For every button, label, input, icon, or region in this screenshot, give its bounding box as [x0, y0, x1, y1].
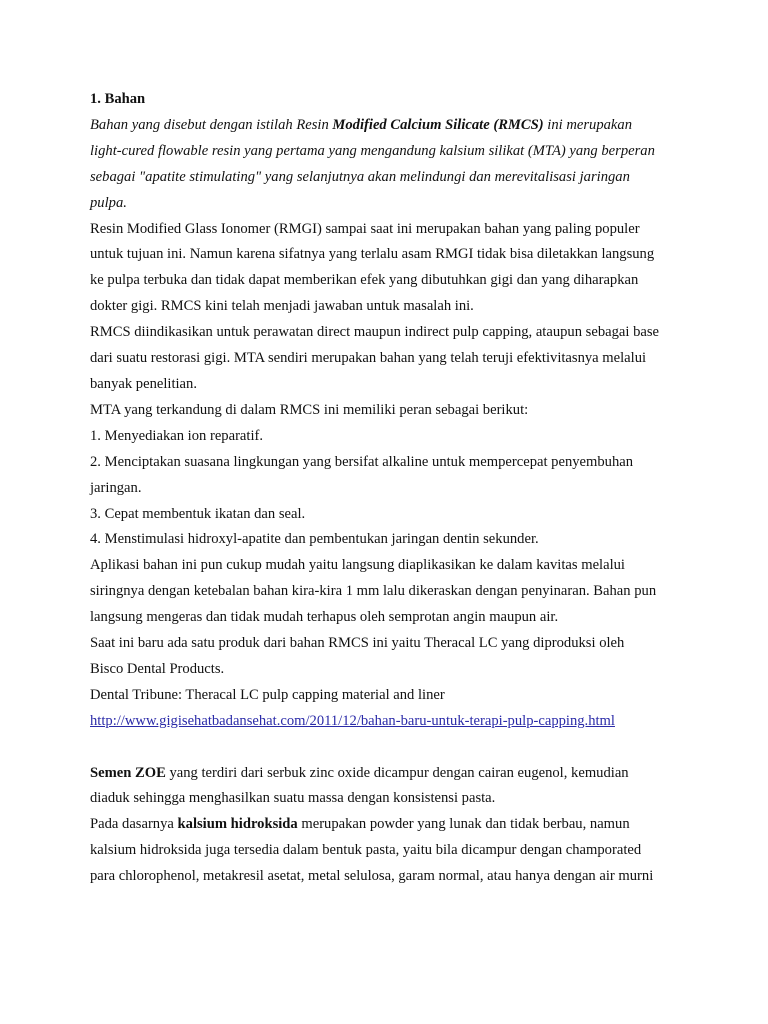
list-item-continuation: jaringan.	[90, 479, 142, 496]
application-line-2: siringnya dengan ketebalan bahan kira-kira 1 mm lalu dikeraskan dengan penyinaran. Bahan pun	[90, 583, 657, 600]
product-line-2: Bisco Dental Products.	[90, 660, 225, 677]
calcium-line-1-post: merupakan powder yang lunak dan tidak berbau, namun	[297, 816, 630, 833]
application-line-1: Aplikasi bahan ini pun cukup mudah yaitu langsung diaplikasikan ke dalam kavitas melalui	[90, 557, 625, 574]
zoe-paragraph	[90, 761, 690, 813]
application-paragraph	[90, 553, 690, 631]
intro-line-2: light-cured flowable resin yang pertama yang mengandung kalsium silikat (MTA) yang berperan	[90, 142, 655, 159]
intro-line-3: sebagai "apatite stimulating" yang selanjutnya akan melindungi dan merevitalisasi jaringan	[90, 168, 630, 185]
rmgi-paragraph	[90, 217, 690, 321]
calcium-term: kalsium hidroksida	[177, 816, 298, 833]
source-citation: Dental Tribune: Theracal LC pulp capping material and liner	[90, 686, 445, 703]
list-item: 2. Menciptakan suasana lingkungan yang bersifat alkaline untuk mempercepat penyembuhan	[90, 453, 634, 470]
product-paragraph	[90, 631, 690, 735]
calcium-line-1	[90, 812, 690, 838]
product-line-1: Saat ini baru ada satu produk dari bahan RMCS ini yaitu Theracal LC yang diproduksi oleh	[90, 635, 625, 652]
list-item: 1. Menyediakan ion reparatif.	[90, 427, 264, 444]
roles-list	[90, 398, 690, 553]
calcium-line-2: kalsium hidroksida juga tersedia dalam bentuk pasta, yaitu bila dicampur dengan champorated	[90, 842, 642, 859]
indication-line-2: dari suatu restorasi gigi. MTA sendiri merupakan bahan yang telah teruji efektivitasnya melalui	[90, 350, 647, 367]
indication-paragraph	[90, 320, 690, 398]
rmcs-term: Modified Calcium Silicate (RMCS)	[332, 116, 544, 133]
intro-line-4: pulpa.	[90, 194, 127, 211]
zoe-line-2: diaduk sehingga menghasilkan suatu massa dengan konsistensi pasta.	[90, 790, 496, 807]
source-link[interactable]: http://www.gigisehatbadansehat.com/2011/12/bahan-baru-untuk-terapi-pulp-capping.html	[90, 712, 615, 729]
calcium-paragraph	[90, 812, 690, 890]
intro-line-1	[90, 113, 690, 139]
list-item: 4. Menstimulasi hidroxyl-apatite dan pembentukan jaringan dentin sekunder.	[90, 531, 539, 548]
intro-line-1-post: ini merupakan	[543, 116, 632, 133]
intro-line-1-pre: Bahan yang disebut dengan istilah Resin	[90, 116, 333, 133]
application-line-3: langsung mengeras dan tidak mudah terhapus oleh semprotan angin maupun air.	[90, 609, 559, 626]
rmgi-line-2: untuk tujuan ini. Namun karena sifatnya yang terlalu asam RMGI tidak bisa diletakkan langsung	[90, 246, 655, 263]
section-heading: 1. Bahan	[90, 91, 146, 107]
list-item: 3. Cepat membentuk ikatan dan seal.	[90, 505, 306, 522]
calcium-line-3: para chlorophenol, metakresil asetat, metal selulosa, garam normal, atau hanya dengan air murni	[90, 868, 654, 885]
indication-line-1: RMCS diindikasikan untuk perawatan direct maupun indirect pulp capping, ataupun sebagai base	[90, 324, 660, 341]
indication-line-3: banyak penelitian.	[90, 375, 197, 392]
intro-paragraph	[90, 113, 690, 217]
blank-line	[90, 735, 690, 761]
calcium-line-1-pre: Pada dasarnya	[90, 816, 178, 833]
document-page	[90, 87, 690, 890]
rmgi-line-3: ke pulpa terbuka dan tidak dapat memberikan efek yang dibutuhkan gigi dan yang diharapkan	[90, 272, 639, 289]
rmgi-line-1: Resin Modified Glass Ionomer (RMGI) sampai saat ini merupakan bahan yang paling populer	[90, 220, 640, 237]
roles-intro: MTA yang terkandung di dalam RMCS ini memiliki peran sebagai berikut:	[90, 401, 529, 418]
zoe-line-1	[90, 761, 690, 787]
zoe-term: Semen ZOE	[90, 764, 166, 781]
zoe-line-1-post: yang terdiri dari serbuk zinc oxide dicampur dengan cairan eugenol, kemudian	[165, 764, 629, 781]
rmgi-line-4: dokter gigi. RMCS kini telah menjadi jawaban untuk masalah ini.	[90, 298, 474, 315]
